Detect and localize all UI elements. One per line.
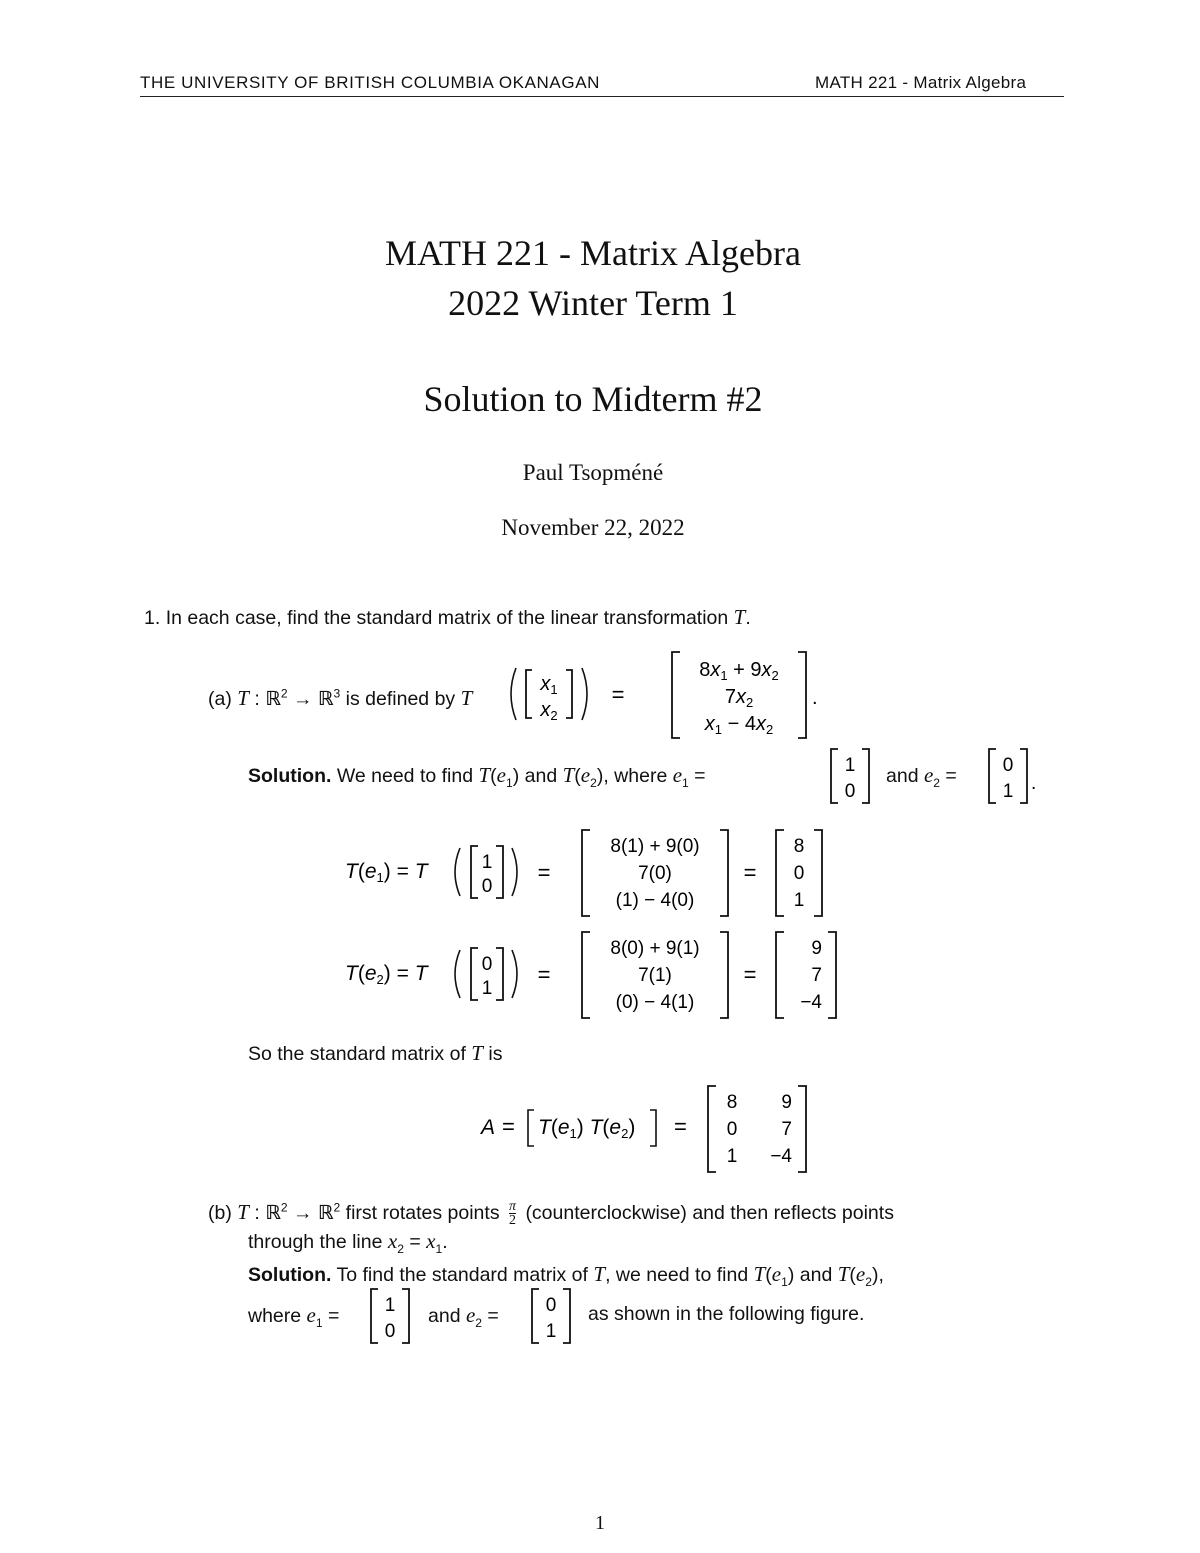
title-midterm: Solution to Midterm #2	[423, 379, 763, 419]
part-b-statement-line2: through the line $x_2 = x_1$.	[248, 1229, 448, 1256]
svg-text:9: 9	[781, 1092, 792, 1113]
svg-text:=: =	[674, 1114, 687, 1139]
e2-vector-b	[527, 1287, 575, 1345]
svg-text:8x1 + 9x2: $8x_1 + 9x_2$	[699, 659, 779, 683]
header-institution: THE UNIVERSITY OF BRITISH COLUMBIA OKANAGAN	[140, 73, 601, 92]
svg-text:8: 8	[726, 1092, 738, 1113]
svg-text:A: A	[481, 1116, 496, 1139]
part-b-solution-line2-end: as shown in the following figure.	[588, 1303, 865, 1325]
part-a-label: (a)	[208, 688, 232, 710]
svg-text:7: 7	[781, 1119, 792, 1140]
svg-text:−4: −4	[800, 992, 822, 1013]
page-number: 1	[595, 1512, 605, 1534]
header-rule	[140, 96, 1064, 97]
svg-text:8: 8	[793, 836, 805, 857]
question-number: 1.	[144, 607, 161, 629]
svg-text:1: 1	[793, 890, 805, 911]
part-b-statement-line1: (b) T : ℝ$^2$ → ℝ$^2$ first rotates points π 2 (counterclockwise) and then reflects points	[208, 1199, 894, 1229]
part-b-solution-line1: Solution. To find the standard matrix of T, we need to find $T(e_1)$ and $T(e_2)$,	[248, 1262, 884, 1289]
part-b-solution-line2-start: where $e_1$ =	[248, 1303, 340, 1330]
svg-text:T(e1) T(e2): T(e1) T(e2)	[538, 1116, 636, 1141]
Te1-computation	[340, 826, 840, 918]
svg-text:=: =	[743, 962, 757, 987]
svg-text:7x2: $7x_2$	[724, 686, 754, 710]
title-term: 2022 Winter Term 1	[448, 283, 738, 323]
svg-text:(0) − 4(1): (0) − 4(1)	[615, 992, 695, 1013]
svg-text:.: .	[812, 687, 818, 709]
svg-text:0: 0	[844, 781, 856, 802]
title-course: MATH 221 - Matrix Algebra	[385, 233, 801, 273]
svg-text:=: =	[502, 1114, 515, 1139]
svg-text:1: 1	[384, 1295, 396, 1316]
svg-text:T(e2) = T: T(e2) = T	[345, 962, 428, 987]
part-b-solution-line2-mid: and $e_2$ =	[428, 1303, 499, 1330]
svg-text:(1) − 4(0): (1) − 4(0)	[615, 890, 695, 911]
svg-text:=: =	[537, 962, 551, 987]
part-a-solution-and: and $e_2$ =	[886, 763, 957, 790]
solution-label: Solution.	[248, 765, 332, 787]
question-1: 1. In each case, find the standard matrix of the linear transformation T.	[144, 605, 751, 629]
svg-text:7: 7	[811, 965, 822, 986]
svg-text:0: 0	[545, 1295, 557, 1316]
svg-text:7(1): 7(1)	[638, 965, 672, 986]
svg-text:1: 1	[1002, 781, 1014, 802]
standard-matrix-A	[476, 1082, 821, 1174]
svg-text:x1: $x_1$	[540, 673, 558, 697]
pi-over-2-fraction: π 2	[509, 1199, 517, 1229]
svg-text:1: 1	[481, 852, 493, 873]
Te2-computation	[340, 928, 850, 1020]
part-b-label: (b)	[208, 1202, 232, 1224]
solution-label-b: Solution.	[248, 1264, 332, 1286]
svg-text:0: 0	[1002, 755, 1014, 776]
svg-text:1: 1	[481, 978, 493, 999]
date: November 22, 2022	[501, 515, 685, 540]
svg-text:0: 0	[481, 876, 493, 897]
svg-text:x2: $x_2$	[540, 699, 558, 723]
svg-text:−4: −4	[770, 1146, 792, 1167]
svg-text:=: =	[743, 860, 757, 885]
svg-text:7(0): 7(0)	[638, 863, 672, 884]
svg-text:8(1) + 9(0): 8(1) + 9(0)	[610, 836, 700, 857]
svg-text:=: =	[611, 682, 625, 707]
svg-text:=: =	[537, 860, 551, 885]
svg-text:x1 − 4x2: $x_1 - 4x_2$	[704, 713, 774, 737]
question-prompt: In each case, find the standard matrix of the linear transformation	[165, 607, 729, 629]
part-a-solution-intro: Solution. We need to find $T(e_1)$ and $T(e_2)$, where $e_1$ =	[248, 763, 706, 790]
svg-text:0: 0	[384, 1321, 396, 1342]
svg-text:0: 0	[793, 863, 805, 884]
author: Paul Tsopméné	[522, 460, 664, 485]
part-a-conclusion: So the standard matrix of T is	[248, 1041, 503, 1065]
svg-text:1: 1	[545, 1321, 557, 1342]
e2-vector	[984, 747, 1048, 805]
svg-text:8(0) + 9(1): 8(0) + 9(1)	[610, 938, 700, 959]
header-course: MATH 221 - Matrix Algebra	[815, 73, 1027, 92]
svg-text:0: 0	[726, 1119, 738, 1140]
svg-text:9: 9	[811, 938, 822, 959]
defined-by-text: is defined by	[345, 688, 456, 710]
e1-vector-b	[366, 1287, 414, 1345]
svg-text:1: 1	[844, 755, 856, 776]
svg-text:T(e1) = T: T(e1) = T	[345, 860, 428, 885]
svg-text:1: 1	[726, 1146, 738, 1167]
svg-text:0: 0	[481, 954, 493, 975]
e1-vector	[826, 747, 874, 805]
svg-text:.: .	[1031, 773, 1037, 794]
part-a-definition-matrices	[500, 648, 840, 740]
part-a-statement: (a) T : ℝ$^2$ → ℝ$^3$ is defined by T	[208, 686, 473, 710]
